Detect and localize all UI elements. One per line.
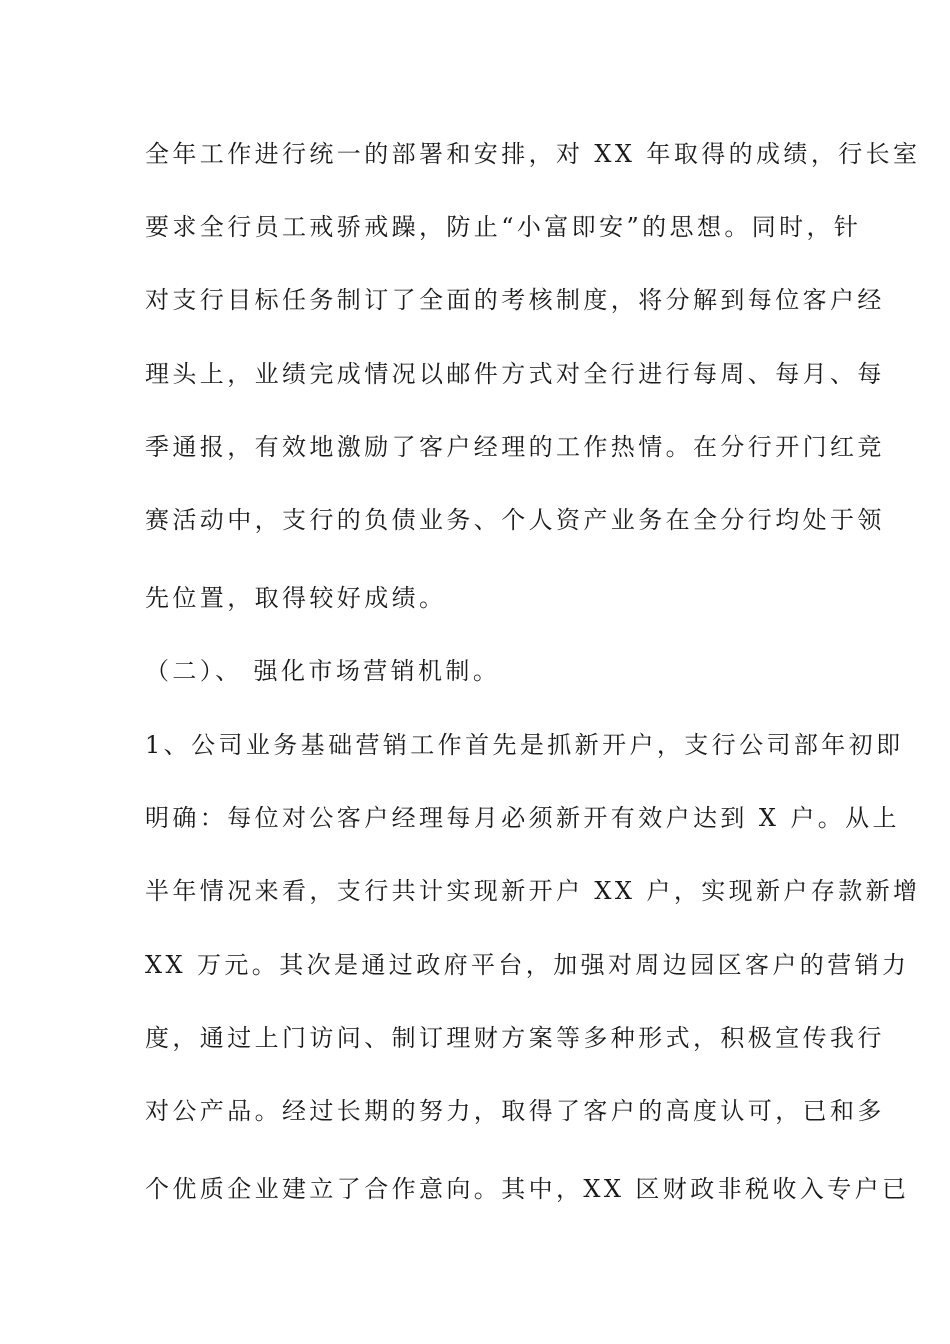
paragraph-line: 季通报，有效地激励了客户经理的工作热情。在分行开门红竞	[145, 433, 885, 461]
paragraph-line: 对公产品。经过长期的努力，取得了客户的高度认可，已和多	[145, 1097, 885, 1125]
paragraph-line: 全年工作进行统一的部署和安排，对 XX 年取得的成绩，行长室	[145, 140, 921, 168]
paragraph-line: 赛活动中，支行的负债业务、个人资产业务在全分行均处于领	[145, 506, 885, 534]
paragraph-line: 要求全行员工戒骄戒躁，防止“小富即安”的思想。同时，针	[145, 213, 862, 241]
section-heading: （二）、 强化市场营销机制。	[145, 657, 501, 685]
paragraph-line: 对支行目标任务制订了全面的考核制度，将分解到每位客户经	[145, 286, 885, 314]
paragraph-line: 半年情况来看，支行共计实现新开户 XX 户，实现新户存款新增	[145, 877, 921, 905]
paragraph-line: 先位置，取得较好成绩。	[145, 584, 447, 612]
paragraph-line: XX 万元。其次是通过政府平台，加强对周边园区客户的营销力	[145, 951, 910, 979]
paragraph-line: 明确：每位对公客户经理每月必须新开有效户达到 X 户。从上	[145, 804, 900, 832]
paragraph-line: 理头上，业绩完成情况以邮件方式对全行进行每周、每月、每	[145, 360, 885, 388]
paragraph-line: 度，通过上门访问、制订理财方案等多种形式，积极宣传我行	[145, 1024, 885, 1052]
paragraph-line: 个优质企业建立了合作意向。其中，XX 区财政非税收入专户已	[145, 1175, 910, 1203]
paragraph-line: 1、公司业务基础营销工作首先是抓新开户，支行公司部年初即	[145, 731, 904, 759]
